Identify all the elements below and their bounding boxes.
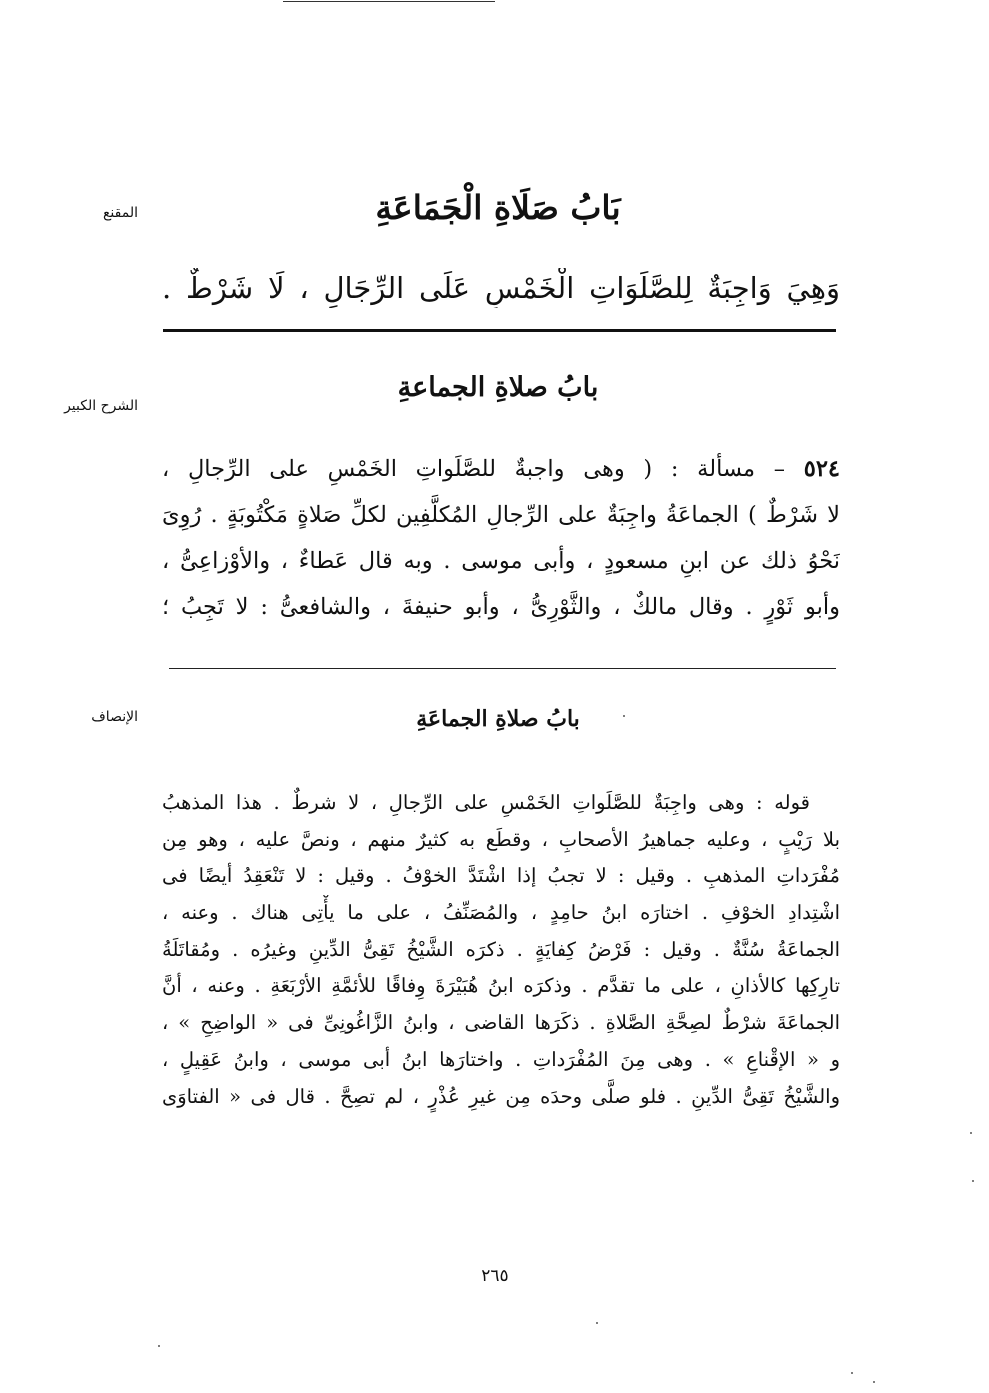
scan-speck <box>873 1381 875 1383</box>
mugni-text: وَهِيَ وَاجِبَةٌ لِلصَّلَوَاتِ الْخَمْسِ عَلَى الرِّجَالِ ، لَا شَرْطٌ . <box>162 271 840 305</box>
page-number: ٢٦٥ <box>481 1266 509 1286</box>
scan-speck <box>596 1322 598 1324</box>
insaf-line: تارِكِها كالأذانِ ، على ما تقدَّم . وذكرَه ابنُ هُبَيْرَةَ وِفاقًا للأئمَّةِ الأرْبَعَةِ . وعنه ، أنَّ <box>162 974 840 998</box>
scan-speck <box>158 1345 160 1347</box>
insaf-heading: بابُ صلاةِ الجماعَةِ <box>416 706 580 732</box>
sharh-line: نَحْوُ ذلك عن ابنِ مسعودٍ ، وأبى موسى . وبه قال عَطاءٌ ، والأوْزاعِىُّ ، <box>162 548 840 574</box>
sharh-heading: بابُ صلاةِ الجماعةِ <box>397 372 599 403</box>
section-divider-thin <box>169 668 836 669</box>
issue-number: ٥٢٤ <box>803 456 840 482</box>
insaf-line: الجماعَةَ شرْطٌ لصِحَّةِ الصَّلاةِ . ذكَرَها القاضى ، وابنُ الزَّاغُونِىِّ فى « الواضِحِ » ، <box>162 1011 840 1035</box>
mugni-text-block <box>162 268 840 308</box>
insaf-line: الجماعَةُ سُنَّةٌ . وقيل : فَرْضُ كِفايَةٍ . ذكرَه الشَّيْخُ تَقِىُّ الدِّينِ وغيرُه . ومُقاتَلَةُ <box>162 937 840 961</box>
insaf-line: مُفْرَداتِ المذهبِ . وقيل : لا تجبُ إذا اشْتَدَّ الخوْفُ . وقيل : لا تَنْعَقِدُ أيضًا فى <box>162 864 840 888</box>
scan-speck <box>623 715 625 717</box>
sharh-line: ٥٢٤ – مسألة : ( وهى واجبةٌ للصَّلَواتِ الخَمْسِ على الرِّجالِ ، <box>162 456 840 482</box>
scan-speck <box>851 1372 853 1374</box>
sharh-line: وأبو ثَوْرٍ . وقال مالكٌ ، والثَّوْرِىُّ ، وأبو حنيفةَ ، والشافعىُّ : لا تَجِبُ ؛ <box>162 594 840 620</box>
margin-label-insaf: الإنصاف <box>91 709 138 725</box>
margin-label-sharh: الشرح الكبير <box>64 398 138 414</box>
scan-speck <box>972 1180 974 1182</box>
insaf-line: والشَّيْخُ تَقِىُّ الدِّينِ . فلو صلَّى وحدَه مِن غيرِ عُذْرٍ ، لم تصِحَّ . قال فى « الفتاوَى <box>162 1084 840 1108</box>
sharh-text-block <box>162 446 840 630</box>
insaf-text-block <box>162 785 840 1115</box>
insaf-line: قوله : وهى واجِبَةٌ للصَّلَواتِ الخَمْسِ على الرِّجالِ ، لا شرطٌ . هذا المذهبُ <box>162 791 810 814</box>
insaf-line: اشْتِدادِ الخوْفِ . اختارَه ابنُ حامِدٍ ، والمُصَنِّفُ ، على ما يأْتِى هناك . وعنه ، <box>162 901 840 925</box>
margin-label-mugni: المقنع <box>102 205 138 221</box>
scan-speck <box>970 1132 972 1134</box>
section-divider-thick <box>163 329 836 332</box>
top-rule <box>283 1 495 2</box>
mugni-heading: بَابُ صَلَاةِ الْجَمَاعَةِ <box>375 188 621 227</box>
insaf-line: و « الإقْناعِ » . وهى مِنَ المُفْرَداتِ . واختارَها ابنُ أبى موسى ، وابنُ عَقِيلٍ ، <box>162 1047 840 1071</box>
sharh-line: لا شَرْطٌ ) الجماعَةُ واجِبَةٌ على الرِّجالِ المُكلَّفِين لكلِّ صَلاةٍ مَكْتُوبَةٍ . رُوِىَ <box>162 502 840 528</box>
insaf-line: بلا رَيْبٍ ، وعليه جماهيرُ الأصحابِ ، وقطَع به كثيرٌ منهم ، ونصَّ عليه ، وهو مِن <box>162 827 840 851</box>
